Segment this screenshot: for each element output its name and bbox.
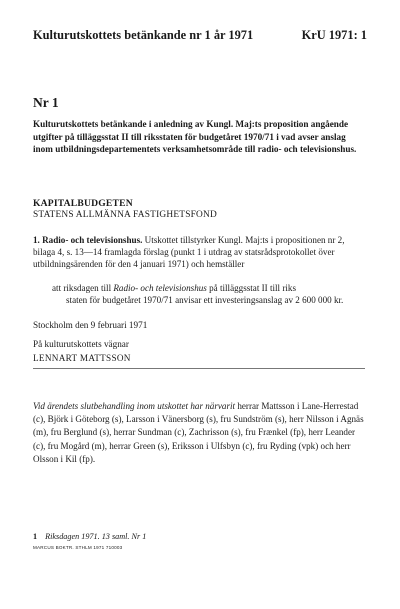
place-date: Stockholm den 9 februari 1971	[33, 320, 148, 330]
footer-number: 1	[33, 532, 38, 541]
attendance-paragraph	[33, 400, 368, 466]
header-title: Kulturutskottets betänkande nr 1 år 1971	[33, 28, 254, 42]
divider	[33, 368, 365, 369]
signatory: LENNART MATTSSON	[33, 353, 131, 363]
proposal-italic: Radio- och televisionshus	[113, 283, 207, 293]
proposal-line2: staten för budgetåret 1970/71 anvisar ett investeringsanslag av 2 600 000 kr.	[66, 295, 344, 306]
body-paragraph	[33, 234, 365, 271]
proposal-part2: på tilläggsstat II till riks	[206, 283, 296, 293]
proposal-part1: att riksdagen till	[52, 283, 114, 293]
section-subheading: STATENS ALLMÄNNA FASTIGHETSFOND	[33, 210, 217, 220]
document-intro: Kulturutskottets betänkande i anledning av Kungl. Maj:ts proposition angående utgifter på tilläggsstat II till riksstaten för budgetåret 1970/71 i vad avser anslag inom utbildningsdepartementets verksamhetsområde till radio- och televisionshus.	[33, 119, 357, 155]
header-reference: KrU 1971: 1	[301, 28, 367, 42]
on-behalf: På kulturutskottets vägnar	[33, 339, 129, 349]
attendance-names: herrar Mattsson i Lane-Herrestad (c), Björk i Göteborg (s), Larsson i Vänersborg (s), fru Sundström (s), herr Nilsson i Agnäs (m), fru Berglund (s), herrar Sundman (c), Zachrisson (s), fru Frænkel (fp), herr Leander (c), fru Mogård (m), herrar Green (s), Eriksson i Ulfsbyn (c), fru Ryding (vpk) och herr Olsson i Kil (fp).	[33, 401, 364, 464]
printer-imprint: MARCUS BOKTR. STHLM 1971 710003	[33, 545, 123, 550]
paragraph-lead: 1. Radio- och televisionshus.	[33, 235, 143, 245]
footer-text: Riksdagen 1971. 13 saml. Nr 1	[45, 532, 147, 541]
paragraph-text: Utskottet tillstyrker Kungl. Maj:ts i propositionen nr 2, bilaga 4, s. 13—14 framlagda förslag (punkt 1 i utdrag av statsrådsprotokollet över utbildningsärenden för den 4 januari 1971) och hemställer	[33, 235, 345, 270]
running-header	[33, 28, 367, 48]
proposal-paragraph	[52, 282, 365, 306]
document-number: Nr 1	[33, 95, 59, 110]
footer-note	[33, 532, 146, 541]
section-heading: KAPITALBUDGETEN	[33, 198, 133, 209]
attendance-intro: Vid ärendets slutbehandling inom utskottet har närvarit	[33, 401, 236, 411]
